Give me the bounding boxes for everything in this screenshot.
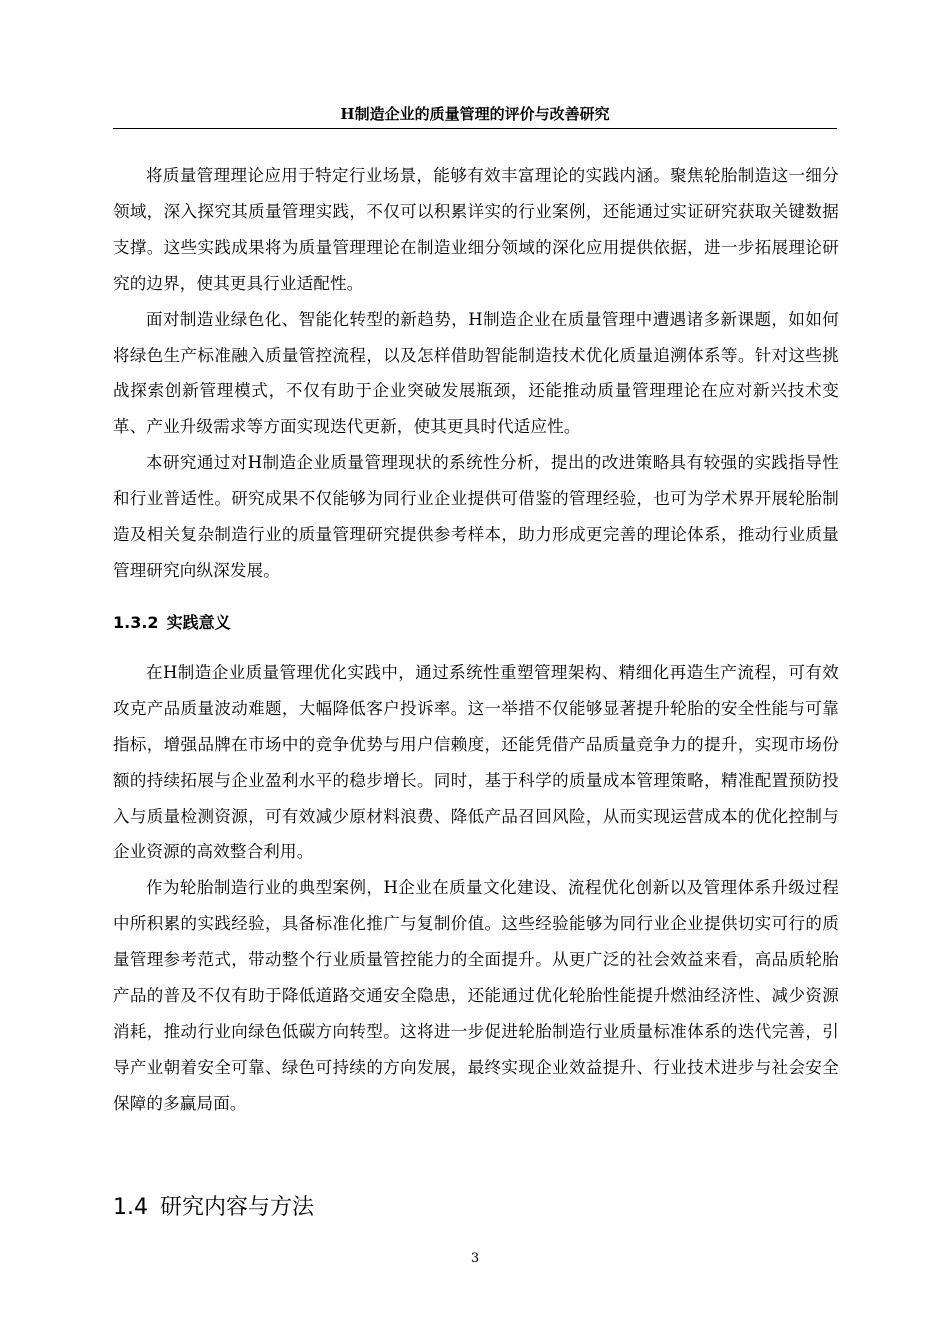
page-number: 3 xyxy=(470,1251,480,1266)
header-rule xyxy=(113,128,837,129)
body-paragraph: 在H制造企业质量管理优化实践中，通过系统性重塑管理架构、精细化再造生产流程，可有效攻克产品质量波动难题，大幅降低客户投诉率。这一举措不仅能够显著提升轮胎的安全性能与可靠指标，增强品牌在市场中的竞争优势与用户信赖度，还能凭借产品质量竞争力的提升，实现市场份额的持续拓展与企业盈利水平的稳步增长。同时，基于科学的质量成本管理策略，精准配置预防投入与质量检测资源，可有效减少原材料浪费、降低产品召回风险，从而实现运营成本的优化控制与企业资源的高效整合利用。 xyxy=(113,662,839,862)
subsection-heading xyxy=(113,611,839,635)
running-header: H制造企业的质量管理的评价与改善研究 xyxy=(340,105,610,123)
section-title: 研究内容与方法 xyxy=(160,1195,315,1220)
body-paragraph: 将质量管理理论应用于特定行业场景，能够有效丰富理论的实践内涵。聚焦轮胎制造这一细分领域，深入探究其质量管理实践，不仅可以积累详实的行业案例，还能通过实证研究获取关键数据支撑。这些实践成果将为质量管理理论在制造业细分领域的深化应用提供依据，进一步拓展理论研究的边界，使其更具行业适配性。 xyxy=(113,166,839,293)
subsection-title: 实践意义 xyxy=(166,612,231,632)
section-heading xyxy=(113,1193,314,1223)
subsection-number: 1.3.2 xyxy=(113,612,159,632)
page-body xyxy=(113,158,839,1122)
body-paragraph: 作为轮胎制造行业的典型案例，H企业在质量文化建设、流程优化创新以及管理体系升级过程中所积累的实践经验，具备标准化推广与复制价值。这些经验能够为同行业企业提供切实可行的质量管理参考范式，带动整个行业质量管控能力的全面提升。从更广泛的社会效益来看，高品质轮胎产品的普及不仅有助于降低道路交通安全隐患，还能通过优化轮胎性能提升燃油经济性、减少资源消耗，推动行业向绿色低碳方向转型。这将进一步促进轮胎制造行业质量标准体系的迭代完善，引导产业朝着安全可靠、绿色可持续的方向发展，最终实现企业效益提升、行业技术进步与社会安全保障的多赢局面。 xyxy=(113,878,839,1113)
section-number: 1.4 xyxy=(113,1195,148,1220)
body-paragraph: 面对制造业绿色化、智能化转型的新趋势，H制造企业在质量管理中遭遇诸多新课题，如如何将绿色生产标准融入质量管控流程，以及怎样借助智能制造技术优化质量追溯体系等。针对这些挑战探索创新管理模式，不仅有助于企业突破发展瓶颈，还能推动质量管理理论在应对新兴技术变革、产业升级需求等方面实现迭代更新，使其更具时代适应性。 xyxy=(113,309,839,437)
body-paragraph: 本研究通过对H制造企业质量管理现状的系统性分析，提出的改进策略具有较强的实践指导性和行业普适性。研究成果不仅能够为同行业企业提供可借鉴的管理经验，也可为学术界开展轮胎制造及相关复杂制造行业的质量管理研究提供参考样本，助力形成更完善的理论体系，推动行业质量管理研究向纵深发展。 xyxy=(113,453,839,580)
